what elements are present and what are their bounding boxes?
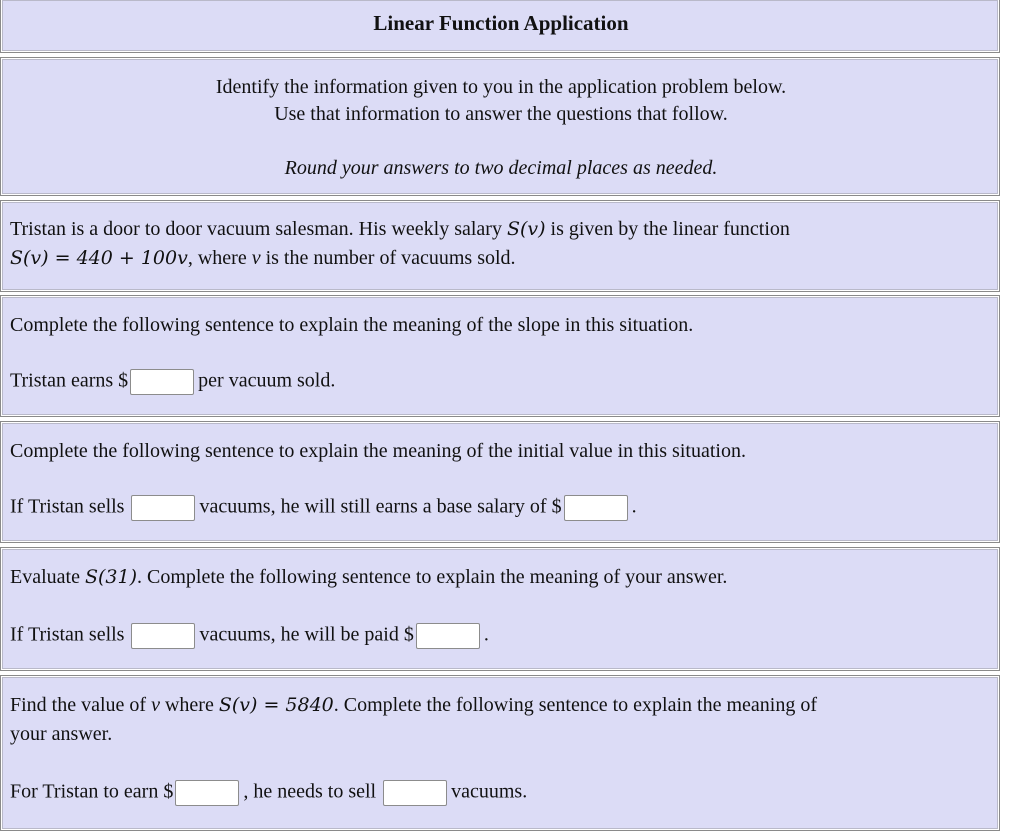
page-title: Linear Function Application	[373, 11, 629, 35]
solve-equation: S(v) = 5840	[218, 694, 334, 716]
problem-line-1	[10, 218, 790, 241]
solve-sentence-end: vacuums.	[451, 780, 528, 803]
solve-sentence	[10, 780, 527, 806]
problem-panel	[0, 200, 1000, 292]
evaluate-sentence-middle: vacuums, he will be paid $	[199, 623, 414, 646]
initial-sentence-middle: vacuums, he will still earns a base salary of $	[199, 495, 562, 518]
title-panel	[0, 0, 1000, 53]
slope-sentence-start: Tristan earns $	[10, 369, 129, 392]
evaluate-question-panel	[0, 547, 1000, 671]
slope-sentence	[10, 369, 335, 395]
solve-prompt-line-2: your answer.	[10, 723, 113, 745]
initial-value-question-panel	[0, 421, 1000, 543]
slope-prompt: Complete the following sentence to explain the meaning of the slope in this situation.	[10, 314, 694, 336]
earn-amount-input[interactable]	[175, 780, 239, 806]
solve-prompt-line-1	[10, 694, 817, 717]
initial-value-sentence	[10, 495, 637, 521]
instruction-line-2: Use that information to answer the questions that follow.	[274, 103, 728, 125]
evaluate-sentence-end: .	[483, 623, 489, 646]
slope-answer-input[interactable]	[130, 369, 194, 395]
evaluate-sentence-start: If Tristan sells	[10, 623, 125, 646]
slope-question-panel	[0, 295, 1000, 417]
solve-sentence-start: For Tristan to earn $	[10, 780, 174, 803]
salary-equation: S(v) = 440 + 100v	[10, 247, 188, 269]
initial-sentence-end: .	[631, 495, 637, 518]
evaluate-prompt	[10, 566, 727, 589]
instructions-panel	[0, 57, 1000, 196]
evaluate-pay-input[interactable]	[416, 623, 480, 649]
evaluate-function: S(31)	[84, 566, 137, 588]
problem-where: , where	[187, 247, 247, 269]
problem-line-2	[10, 247, 516, 270]
variable-v: v	[251, 247, 261, 269]
evaluate-prompt-end: . Complete the following sentence to explain the meaning of your answer.	[137, 566, 728, 588]
vacuums-needed-input[interactable]	[383, 780, 447, 806]
solve-sentence-middle: , he needs to sell	[243, 780, 377, 803]
slope-sentence-end: per vacuum sold.	[198, 369, 336, 392]
evaluate-sentence	[10, 623, 489, 649]
solve-variable: v	[151, 694, 160, 716]
solve-prompt-end: . Complete the following sentence to explain the meaning of	[333, 694, 817, 716]
evaluate-prompt-start: Evaluate	[10, 566, 80, 588]
initial-value-prompt: Complete the following sentence to explain the meaning of the initial value in this situation.	[10, 440, 746, 462]
problem-text: Tristan is a door to door vacuum salesman. His weekly salary	[10, 218, 502, 240]
vacuums-sold-input[interactable]	[131, 495, 195, 521]
initial-sentence-start: If Tristan sells	[10, 495, 125, 518]
solve-prompt-where: where	[164, 694, 214, 716]
evaluate-vacuums-input[interactable]	[131, 623, 195, 649]
instruction-line-1: Identify the information given to you in the application problem below.	[215, 76, 787, 98]
problem-text-end: is given by the linear function	[550, 218, 790, 240]
solve-question-panel	[0, 675, 1000, 831]
base-salary-input[interactable]	[564, 495, 628, 521]
salary-function: S(v)	[506, 218, 546, 240]
instruction-rounding: Round your answers to two decimal places as needed.	[284, 157, 718, 179]
problem-definition: is the number of vacuums sold.	[265, 247, 516, 269]
solve-prompt-start: Find the value of	[10, 694, 147, 716]
